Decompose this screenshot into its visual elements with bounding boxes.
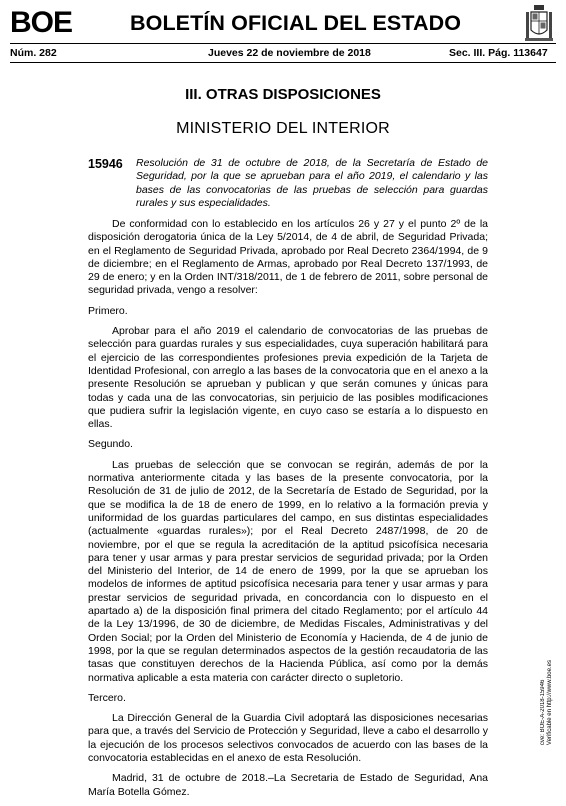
issue-number: Núm. 282 <box>10 47 57 59</box>
paragraph-tercero: La Dirección General de la Guardia Civil adoptará las disposiciones necesarias para que, a través del Servicio de Protección y Seguridad, lleve a cabo el desarrollo y la ejecución de los procesos selectivos convocados de acuerdo con las bases de la convocatoria establecidas en el anexo de esta Resolución. <box>88 712 488 764</box>
cve-code: cve: BOE-A-2018-15946 <box>540 679 546 746</box>
paragraph-primero: Aprobar para el año 2019 el calendario de convocatorias de las pruebas de selección para guardas rurales y sus especialidades, cuya superación habilitará para el ejercicio de las correspondientes profesiones previa expedición de la Tarjeta de Identidad Profesional, con arreglo a las bases de la convocatoria que en el anexo a la presente Resolución se aprueban y publican y que serán comunes y únicas para todas y cada una de las convocatorias, sin perjuicio de las posibles modificaciones que pudiera sufrir la legislación vigente, en cuyo caso se estaría a lo dispuesto en ellas. <box>88 325 488 431</box>
document-body <box>88 218 488 806</box>
resolution-summary: Resolución de 31 de octubre de 2018, de la Secretaría de Estado de Seguridad, por la que se aprueban para el año 2019, el calendario y las bases de las convocatorias de las pruebas de selección para guardas rurales y sus especialidades. <box>136 157 488 209</box>
section-page: Sec. III. Pág. 113647 <box>449 47 548 59</box>
ministry-name: MINISTERIO DEL INTERIOR <box>176 120 390 137</box>
coat-of-arms-icon <box>522 4 556 44</box>
boe-logo-text: BOE <box>10 6 73 39</box>
heading-primero: Primero. <box>88 304 128 317</box>
paragraph-intro: De conformidad con lo establecido en los artículos 26 y 27 y el punto 2º de la disposición derogatoria única de la Ley 5/2014, de 4 de abril, de Seguridad Privada; en el Reglamento de Seguridad Privada, aprobado por Real Decreto 2364/1994, de 9 de diciembre; en el Reglamento de Armas, aprobado por Real Decreto 137/1993, de 29 de enero; y en la Orden INT/318/2011, de 1 de febrero de 2011, sobre personal de seguridad privada, vengo a resolver: <box>88 218 488 297</box>
resolution-number: 15946 <box>88 157 123 171</box>
paragraph-signature: Madrid, 31 de octubre de 2018.–La Secretaria de Estado de Seguridad, Ana María Botella Gómez. <box>88 772 488 798</box>
issue-date: Jueves 22 de noviembre de 2018 <box>208 47 371 59</box>
subheader-rule <box>10 62 556 63</box>
paragraph-segundo: Las pruebas de selección que se convocan se regirán, además de por la normativa anteriormente citada y las bases de la presente convocatoria, por la Resolución de 31 de julio de 2012, de la Secretaría de Estado de Seguridad, por la que se modifica la de 18 de enero de 1999, en lo relativo a la formación previa y uniformidad de los guardas particulares del campo, en sus distintas especialidades (actualmente «guardas rurales»); por el Real Decreto 2487/1998, de 20 de noviembre, por el que se regula la acreditación de la aptitud psicofísica necesaria para tener y usar armas y para prestar servicios de seguridad privada; por la Orden del Ministerio del Interior, de 14 de enero de 1999, por la que se aprueban los modelos de informes de aptitud psicofísica necesaria para tener y usar armas y para prestar servicios de seguridad privada, en concordancia con lo dispuesto en el apartado a) de la disposición final primera del citado Reglamento; por el artículo 44 de la Ley 13/1996, de 30 de diciembre, de Medidas Fiscales, Administrativas y del Orden Social; por la Orden del Ministerio de Economía y Hacienda, de 4 de junio de 1998, por la que se regulan determinados aspectos de la gestión recaudatoria de las tasas que constituyen derechos de la Hacienda Pública, así como por la demás normativa aplicable a esta materia con carácter directo o supletorio. <box>88 458 488 684</box>
boe-logo <box>10 8 118 38</box>
page-title: BOLETÍN OFICIAL DEL ESTADO <box>130 11 462 35</box>
heading-tercero: Tercero. <box>88 691 126 704</box>
heading-segundo: Segundo. <box>88 438 133 451</box>
verification-note <box>540 660 566 745</box>
section-title: III. OTRAS DISPOSICIONES <box>185 86 381 103</box>
verification-url: Verificable en http://www.boe.es <box>547 660 553 746</box>
header-rule <box>10 43 556 44</box>
